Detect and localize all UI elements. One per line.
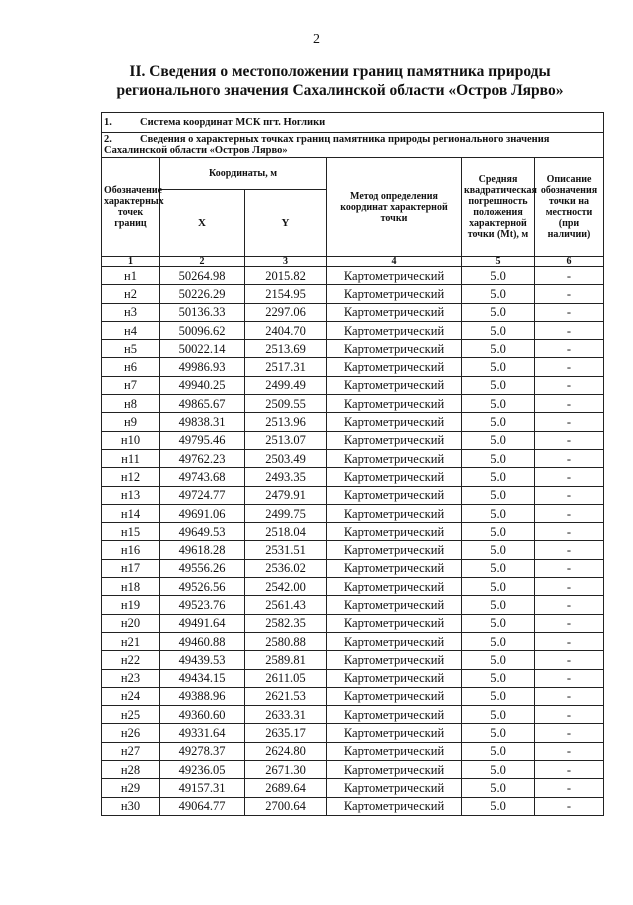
error-cell: 5.0: [462, 468, 535, 486]
points-info-row: [102, 133, 604, 158]
coordinate-system-text: Система координат МСК пгт. Ноглики: [140, 117, 326, 128]
y-coordinate-cell: 2700.64: [245, 797, 327, 815]
description-cell: -: [535, 376, 604, 394]
header-description: Описание обозначения точки на местности (при наличии): [535, 158, 604, 257]
x-coordinate-cell: 49523.76: [160, 596, 245, 614]
point-name-cell: н13: [102, 486, 160, 504]
table-row: [102, 358, 604, 376]
point-name-cell: н14: [102, 504, 160, 522]
table-row: [102, 431, 604, 449]
x-coordinate-cell: 49439.53: [160, 651, 245, 669]
column-number: 5: [462, 257, 535, 267]
table-row: [102, 559, 604, 577]
description-cell: -: [535, 321, 604, 339]
x-coordinate-cell: 49556.26: [160, 559, 245, 577]
method-cell: Картометрический: [327, 632, 462, 650]
x-coordinate-cell: 49331.64: [160, 724, 245, 742]
description-cell: -: [535, 559, 604, 577]
error-cell: 5.0: [462, 669, 535, 687]
table-row: [102, 596, 604, 614]
table-row: [102, 486, 604, 504]
x-coordinate-cell: 50226.29: [160, 285, 245, 303]
error-cell: 5.0: [462, 285, 535, 303]
table-row: [102, 376, 604, 394]
point-name-cell: н21: [102, 632, 160, 650]
x-coordinate-cell: 49388.96: [160, 687, 245, 705]
y-coordinate-cell: 2624.80: [245, 742, 327, 760]
method-cell: Картометрический: [327, 724, 462, 742]
method-cell: Картометрический: [327, 797, 462, 815]
y-coordinate-cell: 2582.35: [245, 614, 327, 632]
point-name-cell: н8: [102, 395, 160, 413]
method-cell: Картометрический: [327, 578, 462, 596]
point-name-cell: н4: [102, 321, 160, 339]
method-cell: Картометрический: [327, 761, 462, 779]
table-row: [102, 632, 604, 650]
header-x: X: [160, 190, 245, 257]
point-name-cell: н2: [102, 285, 160, 303]
table-row: [102, 614, 604, 632]
table-header-row: [102, 158, 604, 190]
coordinate-system-row: [102, 113, 604, 133]
description-cell: -: [535, 468, 604, 486]
table-row: [102, 285, 604, 303]
x-coordinate-cell: 49940.25: [160, 376, 245, 394]
point-name-cell: н23: [102, 669, 160, 687]
table-row: [102, 449, 604, 467]
point-name-cell: н1: [102, 267, 160, 285]
x-coordinate-cell: 49762.23: [160, 449, 245, 467]
description-cell: -: [535, 340, 604, 358]
error-cell: 5.0: [462, 632, 535, 650]
y-coordinate-cell: 2621.53: [245, 687, 327, 705]
y-coordinate-cell: 2633.31: [245, 706, 327, 724]
method-cell: Картометрический: [327, 486, 462, 504]
point-name-cell: н25: [102, 706, 160, 724]
y-coordinate-cell: 2689.64: [245, 779, 327, 797]
method-cell: Картометрический: [327, 358, 462, 376]
description-cell: -: [535, 413, 604, 431]
header-coordinates: Координаты, м: [160, 158, 327, 190]
point-name-cell: н30: [102, 797, 160, 815]
column-number: 4: [327, 257, 462, 267]
point-name-cell: н18: [102, 578, 160, 596]
description-cell: -: [535, 504, 604, 522]
y-coordinate-cell: 2561.43: [245, 596, 327, 614]
error-cell: 5.0: [462, 559, 535, 577]
point-name-cell: н3: [102, 303, 160, 321]
point-name-cell: н12: [102, 468, 160, 486]
page-number: 2: [313, 32, 320, 47]
error-cell: 5.0: [462, 486, 535, 504]
table-row: [102, 779, 604, 797]
x-coordinate-cell: 50136.33: [160, 303, 245, 321]
description-cell: -: [535, 358, 604, 376]
table-row: [102, 504, 604, 522]
x-coordinate-cell: 50022.14: [160, 340, 245, 358]
table-row: [102, 724, 604, 742]
description-cell: -: [535, 303, 604, 321]
method-cell: Картометрический: [327, 431, 462, 449]
description-cell: -: [535, 687, 604, 705]
column-number: 2: [160, 257, 245, 267]
point-name-cell: н7: [102, 376, 160, 394]
description-cell: -: [535, 669, 604, 687]
error-cell: 5.0: [462, 523, 535, 541]
description-cell: -: [535, 285, 604, 303]
method-cell: Картометрический: [327, 523, 462, 541]
error-cell: 5.0: [462, 761, 535, 779]
y-coordinate-cell: 2542.00: [245, 578, 327, 596]
table-row: [102, 687, 604, 705]
table-row: [102, 303, 604, 321]
description-cell: -: [535, 614, 604, 632]
y-coordinate-cell: 2517.31: [245, 358, 327, 376]
header-y: Y: [245, 190, 327, 257]
y-coordinate-cell: 2611.05: [245, 669, 327, 687]
error-cell: 5.0: [462, 578, 535, 596]
header-method: Метод определения координат характерной точки: [327, 158, 462, 257]
method-cell: Картометрический: [327, 413, 462, 431]
y-coordinate-cell: 2154.95: [245, 285, 327, 303]
column-number: 6: [535, 257, 604, 267]
y-coordinate-cell: 2499.49: [245, 376, 327, 394]
method-cell: Картометрический: [327, 596, 462, 614]
y-coordinate-cell: 2589.81: [245, 651, 327, 669]
error-cell: 5.0: [462, 449, 535, 467]
section-title: [60, 62, 620, 100]
method-cell: Картометрический: [327, 706, 462, 724]
point-name-cell: н9: [102, 413, 160, 431]
description-cell: -: [535, 578, 604, 596]
x-coordinate-cell: 49157.31: [160, 779, 245, 797]
column-number: 1: [102, 257, 160, 267]
point-name-cell: н15: [102, 523, 160, 541]
x-coordinate-cell: 49491.64: [160, 614, 245, 632]
error-cell: 5.0: [462, 724, 535, 742]
description-cell: -: [535, 523, 604, 541]
table-row: [102, 541, 604, 559]
error-cell: 5.0: [462, 303, 535, 321]
y-coordinate-cell: 2015.82: [245, 267, 327, 285]
point-name-cell: н20: [102, 614, 160, 632]
x-coordinate-cell: 49460.88: [160, 632, 245, 650]
point-name-cell: н16: [102, 541, 160, 559]
point-name-cell: н22: [102, 651, 160, 669]
description-cell: -: [535, 779, 604, 797]
table-row: [102, 669, 604, 687]
description-cell: -: [535, 651, 604, 669]
y-coordinate-cell: 2580.88: [245, 632, 327, 650]
x-coordinate-cell: 49236.05: [160, 761, 245, 779]
method-cell: Картометрический: [327, 395, 462, 413]
table-row: [102, 267, 604, 285]
y-coordinate-cell: 2513.69: [245, 340, 327, 358]
table-row: [102, 742, 604, 760]
error-cell: 5.0: [462, 742, 535, 760]
error-cell: 5.0: [462, 358, 535, 376]
description-cell: -: [535, 724, 604, 742]
description-cell: -: [535, 541, 604, 559]
description-cell: -: [535, 431, 604, 449]
method-cell: Картометрический: [327, 376, 462, 394]
point-name-cell: н27: [102, 742, 160, 760]
y-coordinate-cell: 2513.96: [245, 413, 327, 431]
error-cell: 5.0: [462, 340, 535, 358]
description-cell: -: [535, 742, 604, 760]
table-row: [102, 395, 604, 413]
x-coordinate-cell: 49743.68: [160, 468, 245, 486]
column-numbers-row: [102, 257, 604, 267]
x-coordinate-cell: 49360.60: [160, 706, 245, 724]
y-coordinate-cell: 2671.30: [245, 761, 327, 779]
point-name-cell: н26: [102, 724, 160, 742]
method-cell: Картометрический: [327, 303, 462, 321]
error-cell: 5.0: [462, 706, 535, 724]
table-row: [102, 321, 604, 339]
description-cell: -: [535, 449, 604, 467]
point-name-cell: н28: [102, 761, 160, 779]
method-cell: Картометрический: [327, 449, 462, 467]
x-coordinate-cell: 49618.28: [160, 541, 245, 559]
description-cell: -: [535, 596, 604, 614]
x-coordinate-cell: 50264.98: [160, 267, 245, 285]
table-row: [102, 340, 604, 358]
x-coordinate-cell: 49278.37: [160, 742, 245, 760]
table-row: [102, 797, 604, 815]
y-coordinate-cell: 2503.49: [245, 449, 327, 467]
method-cell: Картометрический: [327, 541, 462, 559]
error-cell: 5.0: [462, 614, 535, 632]
y-coordinate-cell: 2518.04: [245, 523, 327, 541]
error-cell: 5.0: [462, 779, 535, 797]
x-coordinate-cell: 49691.06: [160, 504, 245, 522]
error-cell: 5.0: [462, 431, 535, 449]
point-name-cell: н17: [102, 559, 160, 577]
section-title-line-2: регионального значения Сахалинской области «Остров Лярво»: [116, 82, 564, 99]
description-cell: -: [535, 761, 604, 779]
method-cell: Картометрический: [327, 559, 462, 577]
description-cell: -: [535, 395, 604, 413]
method-cell: Картометрический: [327, 669, 462, 687]
table-row: [102, 706, 604, 724]
x-coordinate-cell: 49865.67: [160, 395, 245, 413]
error-cell: 5.0: [462, 596, 535, 614]
method-cell: Картометрический: [327, 321, 462, 339]
method-cell: Картометрический: [327, 742, 462, 760]
y-coordinate-cell: 2499.75: [245, 504, 327, 522]
info-row-number: 2.: [104, 133, 112, 145]
point-name-cell: н6: [102, 358, 160, 376]
table-row: [102, 468, 604, 486]
description-cell: -: [535, 797, 604, 815]
point-name-cell: н11: [102, 449, 160, 467]
error-cell: 5.0: [462, 541, 535, 559]
description-cell: -: [535, 486, 604, 504]
y-coordinate-cell: 2493.35: [245, 468, 327, 486]
method-cell: Картометрический: [327, 267, 462, 285]
y-coordinate-cell: 2513.07: [245, 431, 327, 449]
y-coordinate-cell: 2297.06: [245, 303, 327, 321]
description-cell: -: [535, 267, 604, 285]
y-coordinate-cell: 2479.91: [245, 486, 327, 504]
point-name-cell: н24: [102, 687, 160, 705]
table-row: [102, 651, 604, 669]
error-cell: 5.0: [462, 413, 535, 431]
y-coordinate-cell: 2509.55: [245, 395, 327, 413]
method-cell: Картометрический: [327, 651, 462, 669]
x-coordinate-cell: 49064.77: [160, 797, 245, 815]
x-coordinate-cell: 49986.93: [160, 358, 245, 376]
error-cell: 5.0: [462, 267, 535, 285]
error-cell: 5.0: [462, 321, 535, 339]
x-coordinate-cell: 49795.46: [160, 431, 245, 449]
method-cell: Картометрический: [327, 340, 462, 358]
table-row: [102, 761, 604, 779]
point-name-cell: н19: [102, 596, 160, 614]
point-name-cell: н10: [102, 431, 160, 449]
points-info-text: Сведения о характерных точках границ памятника природы регионального значения Сахалинской области «Остров Лярво»: [104, 133, 550, 156]
x-coordinate-cell: 49526.56: [160, 578, 245, 596]
point-name-cell: н29: [102, 779, 160, 797]
error-cell: 5.0: [462, 395, 535, 413]
method-cell: Картометрический: [327, 504, 462, 522]
boundary-points-table: [101, 112, 604, 816]
table-row: [102, 578, 604, 596]
method-cell: Картометрический: [327, 285, 462, 303]
x-coordinate-cell: 49724.77: [160, 486, 245, 504]
header-designation: Обозначение характерных точек границ: [102, 158, 160, 257]
column-number: 3: [245, 257, 327, 267]
error-cell: 5.0: [462, 376, 535, 394]
x-coordinate-cell: 50096.62: [160, 321, 245, 339]
description-cell: -: [535, 706, 604, 724]
table-row: [102, 413, 604, 431]
y-coordinate-cell: 2635.17: [245, 724, 327, 742]
x-coordinate-cell: 49649.53: [160, 523, 245, 541]
y-coordinate-cell: 2536.02: [245, 559, 327, 577]
method-cell: Картометрический: [327, 614, 462, 632]
error-cell: 5.0: [462, 651, 535, 669]
method-cell: Картометрический: [327, 779, 462, 797]
method-cell: Картометрический: [327, 468, 462, 486]
y-coordinate-cell: 2404.70: [245, 321, 327, 339]
x-coordinate-cell: 49434.15: [160, 669, 245, 687]
error-cell: 5.0: [462, 797, 535, 815]
error-cell: 5.0: [462, 687, 535, 705]
description-cell: -: [535, 632, 604, 650]
point-name-cell: н5: [102, 340, 160, 358]
info-row-number: 1.: [104, 117, 112, 128]
y-coordinate-cell: 2531.51: [245, 541, 327, 559]
method-cell: Картометрический: [327, 687, 462, 705]
table-row: [102, 523, 604, 541]
error-cell: 5.0: [462, 504, 535, 522]
x-coordinate-cell: 49838.31: [160, 413, 245, 431]
header-error: Средняя квадратическая погрешность положения характерной точки (Мt), м: [462, 158, 535, 257]
section-title-line-1: II. Сведения о местоположении границ памятника природы: [129, 63, 551, 80]
